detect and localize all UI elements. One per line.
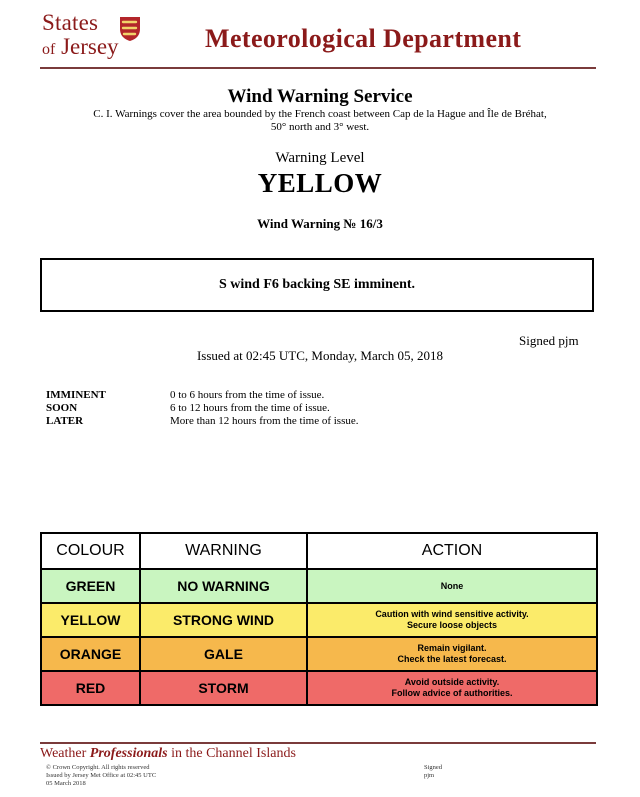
jersey-shield-icon: [119, 16, 141, 42]
action-line-1: None: [440, 580, 464, 591]
warning-message-box: [40, 258, 594, 312]
fine-print-line: Issued by Jersey Met Office at 02:45 UTC: [46, 772, 157, 779]
timing-definitions: [46, 389, 359, 428]
definition-desc: 0 to 6 hours from the time of issue.: [170, 389, 325, 401]
header-divider: [40, 67, 596, 69]
logo-jersey-word: Jersey: [61, 34, 119, 59]
definition-row: [46, 389, 359, 402]
tagline-pre: Weather: [40, 746, 90, 761]
tagline-professionals: Professionals: [89, 746, 168, 761]
column-header-warning: WARNING: [140, 533, 307, 569]
tagline-post: in the Channel Islands: [167, 746, 296, 761]
action-line-1: Caution with wind sensitive activity.: [375, 609, 529, 619]
definition-row: [46, 415, 359, 428]
column-header-action: ACTION: [307, 533, 597, 569]
table-header-row: [41, 533, 597, 569]
issued-time: Issued at 02:45 UTC, Monday, March 05, 2018: [196, 348, 444, 363]
warning-number: Wind Warning № 16/3: [257, 216, 383, 231]
table-row-orange: [41, 637, 597, 671]
definition-row: [46, 402, 359, 415]
cell-colour: ORANGE: [41, 637, 140, 671]
signed-by: Signed pjm: [519, 333, 579, 348]
cell-warning: STRONG WIND: [140, 603, 307, 637]
action-line-2: Check the latest forecast.: [397, 654, 507, 664]
action-line-2: Secure loose objects: [406, 620, 498, 630]
service-title: Wind Warning Service: [227, 86, 413, 107]
action-line-2: Follow advice of authorities.: [391, 688, 513, 698]
cell-warning: STORM: [140, 671, 307, 705]
department-title: Meteorological Department: [205, 24, 522, 53]
cell-colour: YELLOW: [41, 603, 140, 637]
warning-message: S wind F6 backing SE imminent.: [218, 277, 416, 292]
logo-states-text: States: [42, 10, 99, 35]
fine-print-line: 05 March 2018: [46, 780, 86, 787]
definition-term: IMMINENT: [46, 389, 106, 401]
cell-action: [307, 637, 597, 671]
warning-levels-table: [40, 532, 598, 706]
cell-warning: GALE: [140, 637, 307, 671]
cell-action: [307, 671, 597, 705]
logo-of-text: of: [42, 41, 56, 58]
cell-colour: GREEN: [41, 569, 140, 603]
states-of-jersey-logo: [40, 10, 150, 64]
page-header: [0, 0, 640, 70]
footer-signed-initials: pjm: [424, 772, 435, 779]
definition-desc: More than 12 hours from the time of issue.: [170, 415, 359, 427]
definition-term: LATER: [46, 415, 84, 427]
definition-desc: 6 to 12 hours from the time of issue.: [170, 402, 330, 414]
footer-signed-label: Signed: [424, 764, 443, 771]
coverage-note: [0, 108, 640, 134]
fine-print-line: © Crown Copyright. All rights reserved: [46, 764, 150, 771]
warning-level-value: YELLOW: [257, 168, 383, 198]
coverage-line-1: C. I. Warnings cover the area bounded by the French coast between Cap de la Hague and Île de Bréhat,: [93, 108, 547, 120]
cell-action: [307, 603, 597, 637]
footer-fine-print: [46, 764, 156, 788]
table-row-green: [41, 569, 597, 603]
action-line-1: Remain vigilant.: [417, 643, 487, 653]
coverage-line-2: 50° north and 3° west.: [270, 121, 370, 133]
cell-colour: RED: [41, 671, 140, 705]
footer-tagline: [40, 746, 296, 762]
table-row-yellow: [41, 603, 597, 637]
footer-signature: [424, 764, 442, 780]
column-header-colour: COLOUR: [41, 533, 140, 569]
warning-level-label: Warning Level: [275, 150, 365, 166]
action-line-1: Avoid outside activity.: [404, 677, 500, 687]
footer-divider: [40, 742, 596, 744]
definition-term: SOON: [46, 402, 78, 414]
logo-jersey-text: [42, 34, 119, 60]
cell-action: [307, 569, 597, 603]
table-row-red: [41, 671, 597, 705]
cell-warning: NO WARNING: [140, 569, 307, 603]
